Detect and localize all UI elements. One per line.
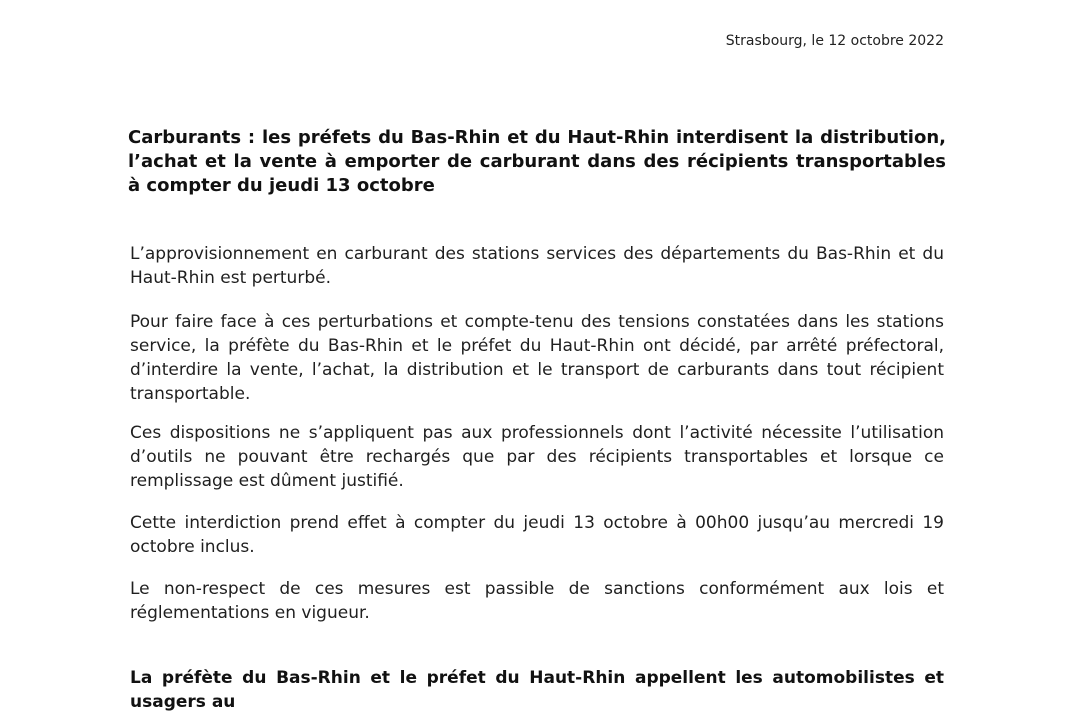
body-paragraph: Le non-respect de ces mesures est passible de sanctions conformément aux lois et réglementations en vigueur. <box>130 579 944 623</box>
body-paragraph: Ces dispositions ne s’appliquent pas aux professionnels dont l’activité nécessite l’utilisation d’outils ne pouvant être rechargés que par des récipients transportables et lorsque ce remplissage est dûment justifié. <box>130 423 944 491</box>
body-paragraph-truncated: La préfète du Bas-Rhin et le préfet du Haut-Rhin appellent les automobilistes et usagers au <box>130 668 944 712</box>
body-paragraph: Cette interdiction prend effet à compter du jeudi 13 octobre à 00h00 jusqu’au mercredi 19 octobre inclus. <box>130 513 944 557</box>
place-date: Strasbourg, le 12 octobre 2022 <box>725 33 944 49</box>
document-headline: Carburants : les préfets du Bas-Rhin et du Haut-Rhin interdisent la distribution, l’achat et la vente à emporter de carburant dans des récipients transportables à compter du jeudi 13 octobre <box>128 127 946 196</box>
body-paragraph: Pour faire face à ces perturbations et compte-tenu des tensions constatées dans les stations service, la préfète du Bas-Rhin et le préfet du Haut-Rhin ont décidé, par arrêté préfectoral, d’interdire la vente, l’achat, la distribution et le transport de carburants dans tout récipient transportable. <box>130 312 944 404</box>
body-paragraph: L’approvisionnement en carburant des stations services des départements du Bas-Rhin et du Haut-Rhin est perturbé. <box>130 244 944 288</box>
